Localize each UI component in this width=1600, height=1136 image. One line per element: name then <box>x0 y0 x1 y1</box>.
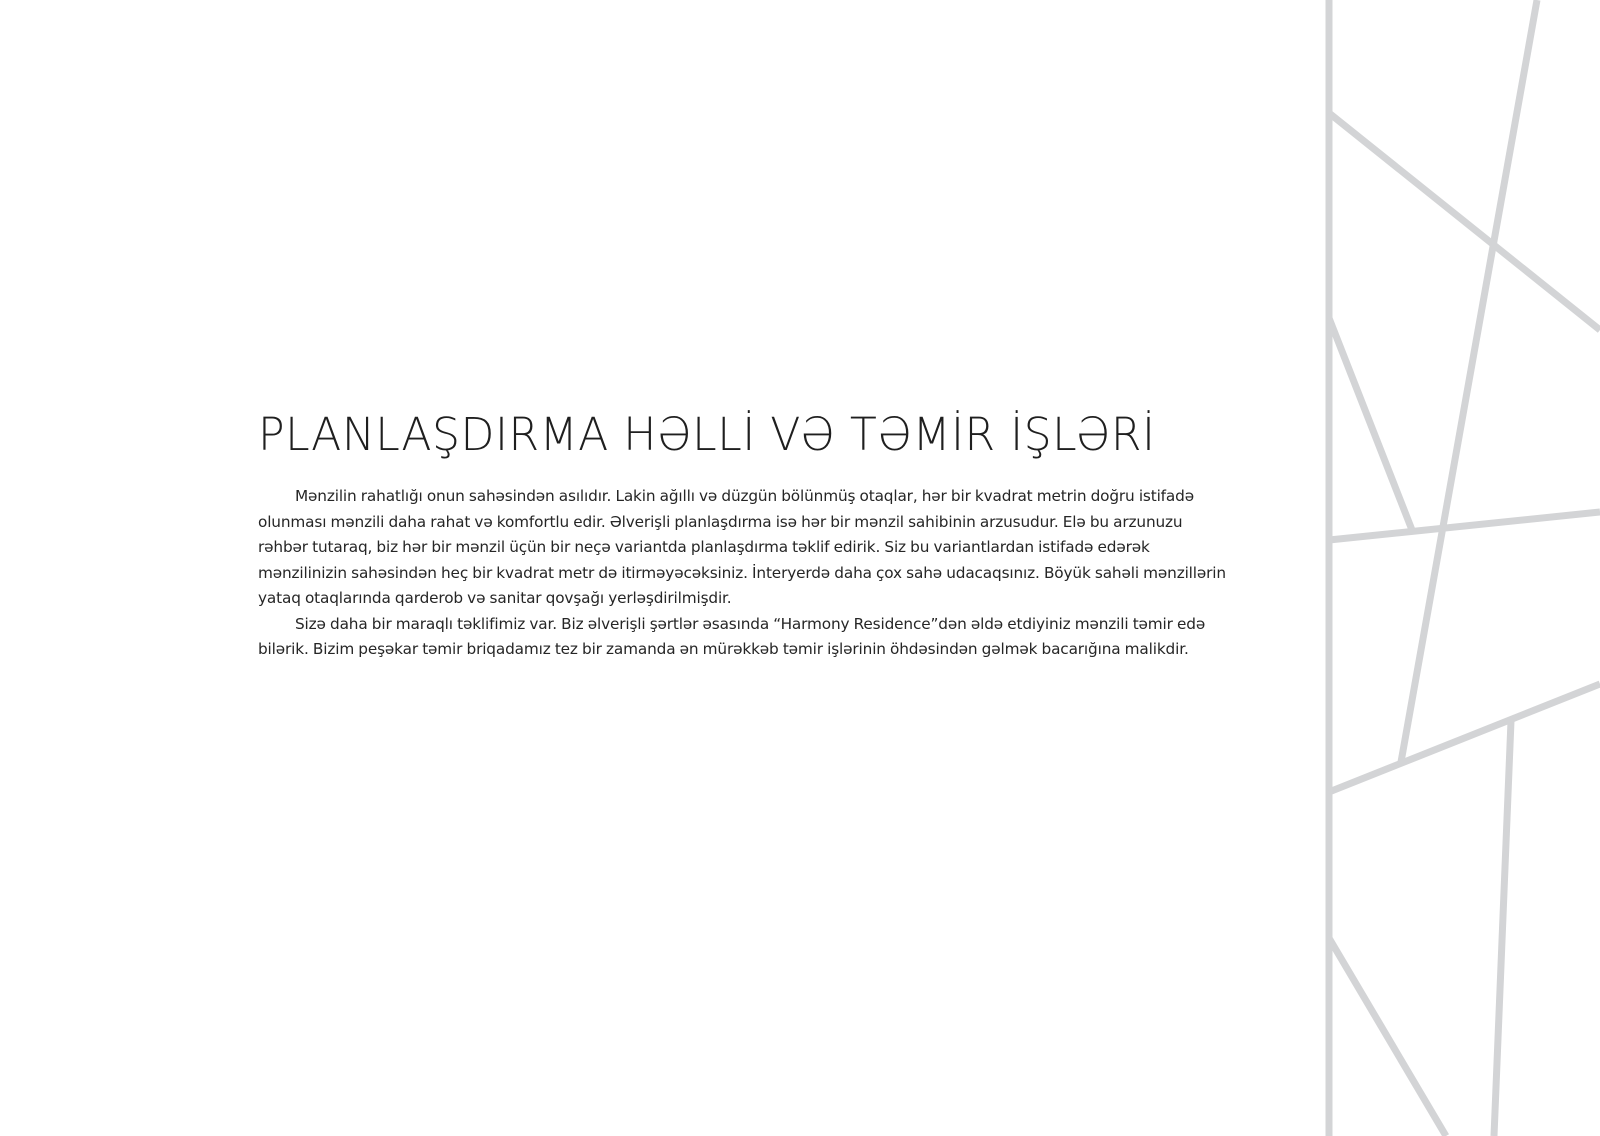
paragraph-planning: Mənzilin rahatlığı onun sahəsindən asılıdır. Lakin ağıllı və düzgün bölünmüş otaqlar, hər bir kvadrat metrin doğru istifadə olunması mənzili daha rahat və komfortlu edir. Əlverişli planlaşdırma isə hər bir mənzil sahibinin arzusudur. Elə bu arzunuzu rəhbər tutaraq, biz hər bir mənzil üçün bir neçə variantda planlaşdırma təklif edirik. Siz bu variantlardan istifadə edərək mənzilinizin sahəsindən heç bir kvadrat metr də itirməyəcəksiniz. İnteryerdə daha çox sahə udacaqsınız. Böyük sahəli mənzillərin yataq otaqlarında qarderob və sanitar qovşağı yerləşdirilmişdir. <box>258 487 1226 607</box>
decor-diagonal-line <box>1329 512 1600 540</box>
decor-diagonal-line <box>1329 113 1600 330</box>
decor-diagonal-line <box>1401 0 1537 762</box>
decor-diagonal-line <box>1329 318 1412 530</box>
decor-diagonal-line <box>1329 684 1600 792</box>
page-title: PLANLAŞDIRMA HƏLLİ VƏ TƏMİR İŞLƏRİ <box>258 408 1156 461</box>
decor-diagonal-line <box>1494 721 1511 1136</box>
decor-diagonal-line <box>1329 938 1446 1136</box>
body-text <box>258 484 1228 663</box>
page-content <box>258 410 1228 663</box>
paragraph-renovation: Sizə daha bir maraqlı təklifimiz var. Biz əlverişli şərtlər əsasında “Harmony Residence”dən əldə etdiyiniz mənzili təmir edə bilərik. Bizim peşəkar təmir briqadamız tez bir zamanda ən mürəkkəb təmir işlərinin öhdəsindən gəlmək bacarığına malikdir. <box>258 614 1206 658</box>
